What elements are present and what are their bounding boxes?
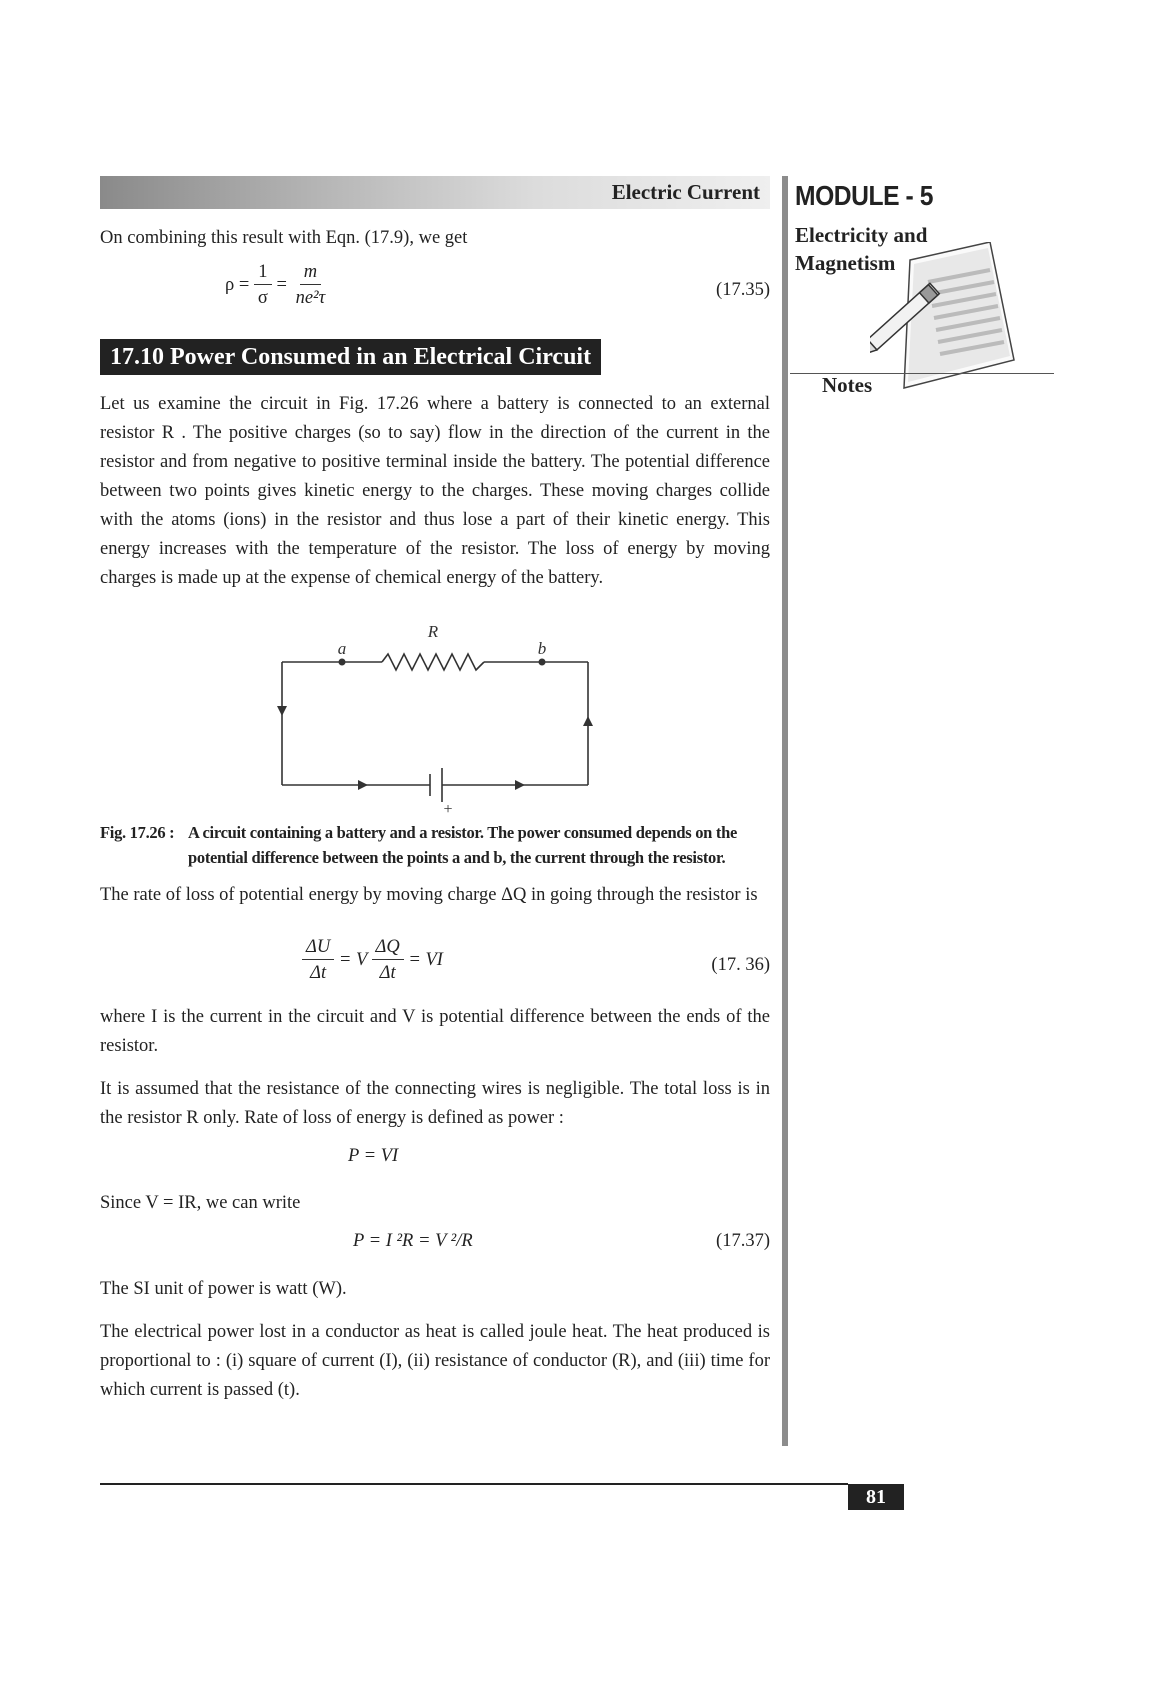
fraction-dQ-dt: $\frac{\Delta Q}{\Delta t}$ — [372, 935, 404, 986]
label-b: b — [537, 639, 547, 658]
paragraph-resistance-wires: It is assumed that the resistance of the connecting wires is negligible. The total loss is in the resistor R only. Rate of loss of energy is defined as power : — [100, 1079, 770, 1128]
equation-17-36 — [302, 935, 443, 986]
fraction-dU-dt: $\frac{\Delta U}{\Delta t}$ — [302, 935, 334, 986]
equation-number-17-37: (17.37) — [716, 1231, 770, 1251]
eq-equals-VI: = VI — [408, 949, 443, 970]
sidebar-divider — [782, 176, 788, 1446]
page-number: 81 — [848, 1484, 904, 1510]
point-b-dot — [539, 659, 546, 666]
figure-caption — [100, 820, 770, 870]
eq-equals-2: = — [276, 274, 287, 295]
paragraph-since-V: Since V = IR, we can write — [100, 1193, 301, 1213]
figure-caption-line1: A circuit containing a battery and a resistor. The power consumed depends on the — [188, 823, 737, 842]
paragraph-rate-of-loss: The rate of loss of potential energy by moving charge ΔQ in going through the resistor is — [100, 885, 758, 905]
figure-caption-label: Fig. 17.26 : — [100, 823, 175, 842]
point-a-dot — [339, 659, 346, 666]
equation-number-17-35: (17.35) — [716, 280, 770, 300]
label-R: R — [427, 622, 439, 641]
fraction-m-over-ne2tau: $\frac{m}{\text{ne²τ}}$ — [295, 262, 326, 308]
circuit-diagram — [270, 620, 610, 815]
label-plus: + — [443, 801, 453, 815]
notes-label: Notes — [822, 373, 873, 397]
fraction-one-over-sigma: $\frac{1}{\sigma}$ — [254, 260, 272, 311]
footer-rule — [100, 1483, 848, 1485]
chapter-title: Electric Current — [611, 180, 760, 204]
eq-rho: ρ — [225, 274, 235, 295]
paragraph-where-I: where I is the current in the circuit and V is potential difference between the ends of the resistor. — [100, 1007, 770, 1056]
label-a: a — [337, 639, 347, 658]
equation-17-35 — [225, 260, 329, 311]
section-heading: 17.10 Power Consumed in an Electrical Circuit — [100, 339, 601, 375]
eq-equals: = — [238, 274, 250, 295]
arrow-bottom-right-icon — [515, 780, 525, 790]
equation-power: P = VI — [348, 1146, 399, 1166]
paragraph-si-unit: The SI unit of power is watt (W). — [100, 1279, 347, 1299]
module-subject-line2: Magnetism — [795, 251, 896, 275]
figure-caption-line2: potential difference between the points a and b, the current through the resistor. — [188, 848, 726, 867]
notes-notepad-icon — [870, 242, 1050, 392]
arrow-bottom-left-icon — [358, 780, 368, 790]
equation-number-17-36: (17. 36) — [711, 955, 770, 975]
equation-17-37: P = I ²R = V ²/R — [353, 1231, 473, 1251]
intro-text: On combining this result with Eqn. (17.9), we get — [100, 228, 468, 248]
module-subject-line1: Electricity and — [795, 223, 928, 247]
paragraph-circuit-intro: Let us examine the circuit in Fig. 17.26 where a battery is connected to an external resistor R . The positive charges (so to say) flow in the direction of the current in the resistor and from negative to positive terminal inside the battery. The potential difference between two points gives kinetic energy to the charges. These moving charges collide with the atoms (ions) in the resistor and thus lose a part of their kinetic energy. This energy increases with the temperature of the resistor. The loss of energy by moving charges is made up at the expense of chemical energy of the battery. — [100, 394, 770, 588]
arrow-right-up-icon — [583, 716, 593, 726]
chapter-header-band — [100, 176, 770, 209]
module-title: MODULE - 5 — [795, 180, 933, 211]
arrow-left-down-icon — [277, 706, 287, 716]
eq-equals-V: = V — [338, 949, 367, 970]
paragraph-joule-heat: The electrical power lost in a conductor as heat is called joule heat. The heat produced is proportional to : (i) square of current (I), (ii) resistance of conductor (R), and (iii) time for which current is passed (t). — [100, 1322, 770, 1400]
